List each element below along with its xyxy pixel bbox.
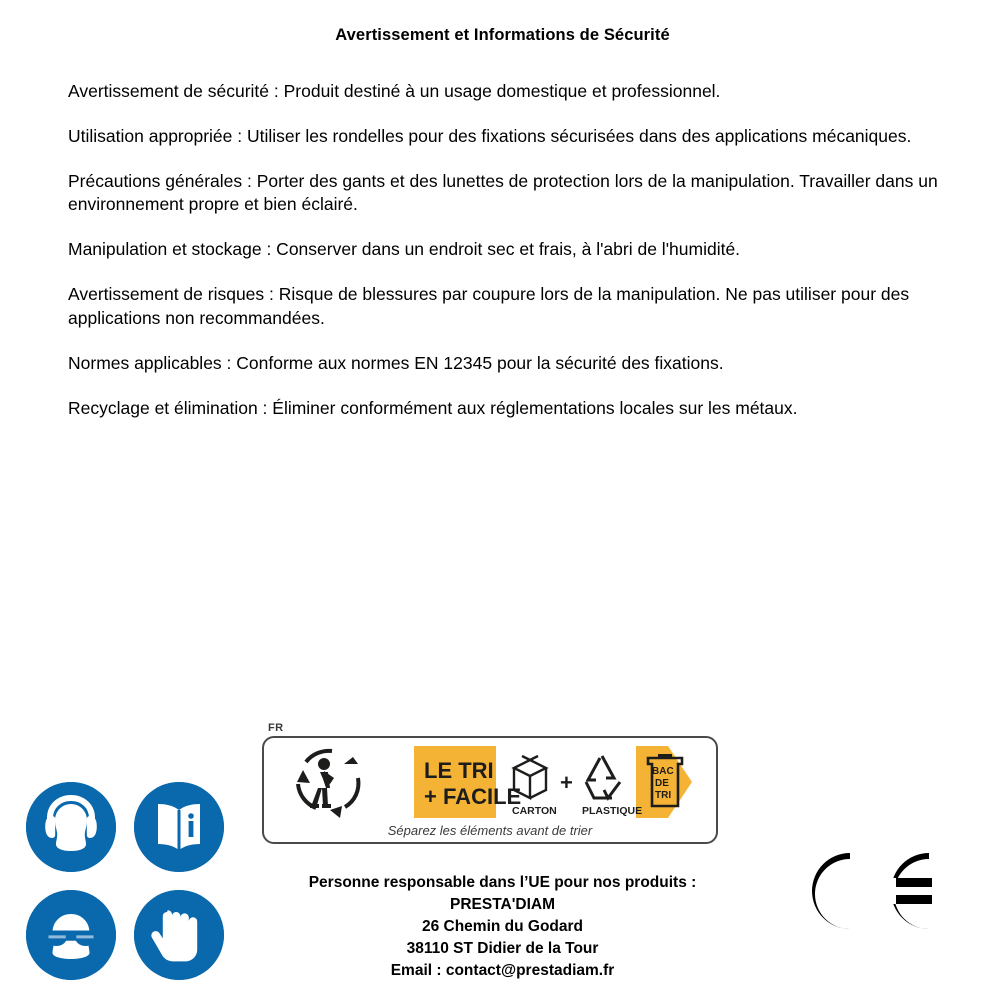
svg-text:Séparez les éléments avant de: Séparez les éléments avant de trier <box>387 823 593 838</box>
svg-text:+ FACILE: + FACILE <box>424 784 522 809</box>
paragraph-handling-storage: Manipulation et stockage : Conserver dans un endroit sec et frais, à l'abri de l'humidité. <box>68 239 741 260</box>
page-title: Avertissement et Informations de Sécurité <box>335 26 670 44</box>
paragraph-applicable-standards: Normes applicables : Conforme aux normes EN 12345 pour la sécurité des fixations. <box>68 352 724 373</box>
tri-label-box <box>262 736 718 844</box>
paragraph-recycling-disposal: Recyclage et élimination : Éliminer conformément aux réglementations locales sur les métaux. <box>68 397 798 418</box>
svg-text:+: + <box>560 770 573 795</box>
footer-company-name: PRESTA'DIAM <box>449 896 555 913</box>
paragraph-proper-use: Utilisation appropriée : Utiliser les rondelles pour des fixations sécurisées dans des applications mécaniques. <box>68 126 912 147</box>
svg-text:TRI: TRI <box>655 790 672 801</box>
svg-text:DE: DE <box>655 778 669 789</box>
svg-text:PLASTIQUE: PLASTIQUE <box>582 805 643 817</box>
svg-text:CARTON: CARTON <box>512 805 557 817</box>
responsible-person-block <box>0 872 1005 982</box>
footer-street: 26 Chemin du Godard <box>421 918 584 935</box>
read-instructions-icon <box>134 782 224 872</box>
footer-responsible-line: Personne responsable dans l’UE pour nos produits : <box>308 874 697 891</box>
recycling-sorting-label <box>262 722 718 844</box>
label-language-tag: FR <box>268 722 284 734</box>
svg-text:LE TRI: LE TRI <box>424 758 494 783</box>
svg-text:BAC: BAC <box>652 766 674 777</box>
paragraph-safety-warning: Avertissement de sécurité : Produit destiné à un usage domestique et professionnel. <box>68 81 721 101</box>
ear-protection-icon <box>26 782 116 872</box>
footer-email: Email : contact@prestadiam.fr <box>390 962 615 979</box>
footer-city: 38110 ST Didier de la Tour <box>406 940 599 957</box>
safety-information-text <box>68 80 958 442</box>
paragraph-general-precautions: Précautions générales : Porter des gants et des lunettes de protection lors de la manipulation. Travailler dans un environnement propre et bien éclairé. <box>68 171 938 215</box>
paragraph-risk-warning: Avertissement de risques : Risque de blessures par coupure lors de la manipulation. Ne pas utiliser pour des applications non recommandées. <box>68 284 910 328</box>
